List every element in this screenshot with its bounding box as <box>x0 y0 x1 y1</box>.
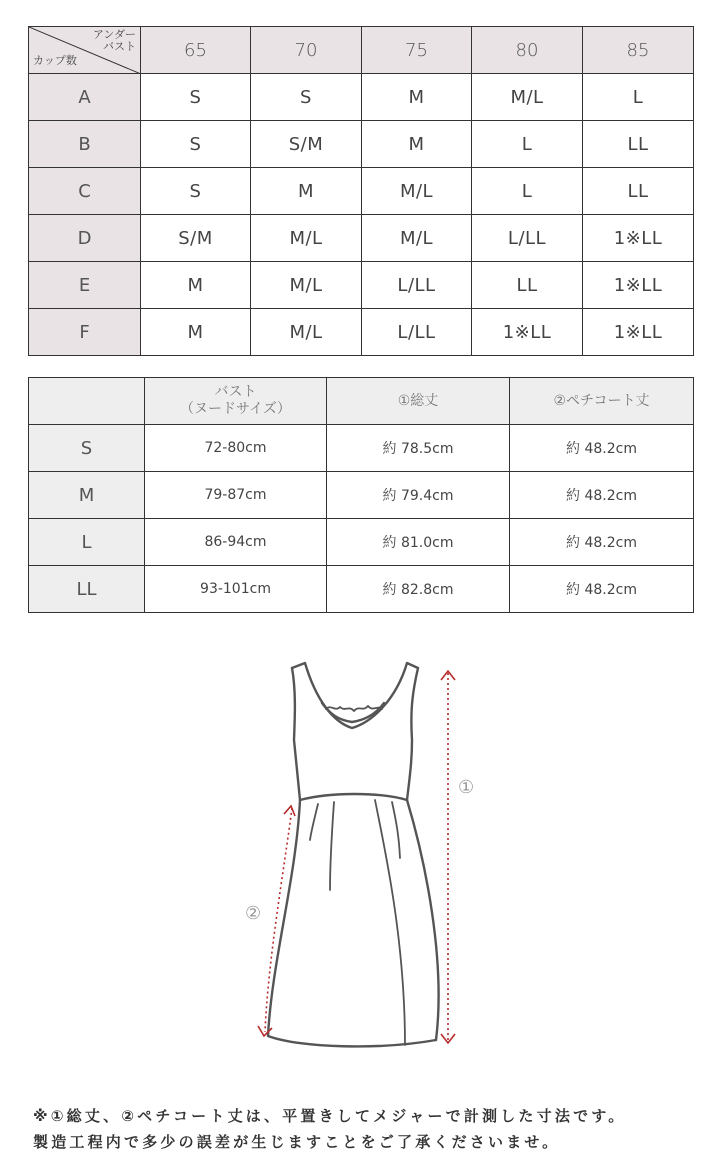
row-header: D <box>29 215 141 262</box>
column-header: 85 <box>583 27 694 74</box>
table-cell: 72-80cm <box>145 425 327 472</box>
table-cell: M/L <box>362 168 472 215</box>
measurement-note <box>33 1103 713 1155</box>
table-cell: S <box>141 121 251 168</box>
petticoat-length-marker: ② <box>245 903 262 924</box>
table-cell: 約 48.2cm <box>510 472 694 519</box>
table-cell: M <box>362 74 472 121</box>
table-cell: 約 48.2cm <box>510 566 694 613</box>
total-length-header: ①総丈 <box>327 378 510 425</box>
table-cell: L <box>583 74 694 121</box>
table-cell: L/LL <box>362 309 472 356</box>
table-cell: 86-94cm <box>145 519 327 566</box>
table-cell: 約 82.8cm <box>327 566 510 613</box>
measurement-header-row <box>29 378 694 425</box>
note-line: 製造工程内で多少の誤差が生じますことをご了承くださいませ。 <box>33 1133 561 1151</box>
row-header: A <box>29 74 141 121</box>
table-cell: LL <box>583 121 694 168</box>
table-cell: M/L <box>251 215 362 262</box>
table-cell: L <box>472 168 583 215</box>
empty-header-cell <box>29 378 145 425</box>
table-row <box>29 74 694 121</box>
column-header: 75 <box>362 27 472 74</box>
note-line: ※①総丈、②ペチコート丈は、平置きしてメジャーで計測した寸法です。 <box>33 1107 627 1125</box>
table-row <box>29 425 694 472</box>
table-cell: M/L <box>251 262 362 309</box>
table-cell: M <box>251 168 362 215</box>
table-cell: 約 79.4cm <box>327 472 510 519</box>
table-cell: M/L <box>362 215 472 262</box>
table-cell: S <box>141 168 251 215</box>
table-row <box>29 309 694 356</box>
measurement-table <box>28 377 694 613</box>
row-header: LL <box>29 566 145 613</box>
table-cell: M <box>141 262 251 309</box>
row-header: E <box>29 262 141 309</box>
table-cell: 1※LL <box>583 309 694 356</box>
table-cell: 約 48.2cm <box>510 519 694 566</box>
table-cell: 約 81.0cm <box>327 519 510 566</box>
under-bust-label: アンダー バスト <box>92 28 136 53</box>
column-header: 65 <box>141 27 251 74</box>
table-cell: 約 78.5cm <box>327 425 510 472</box>
petticoat-length-arrow <box>258 806 295 1036</box>
table-cell: 93-101cm <box>145 566 327 613</box>
table-cell: S <box>251 74 362 121</box>
table-cell: 79-87cm <box>145 472 327 519</box>
column-header: 70 <box>251 27 362 74</box>
table-row <box>29 168 694 215</box>
table-cell: M/L <box>251 309 362 356</box>
petticoat-length-header: ②ペチコート丈 <box>510 378 694 425</box>
dress-outline-icon <box>230 655 480 1055</box>
table-cell: L/LL <box>472 215 583 262</box>
row-header: L <box>29 519 145 566</box>
row-header: M <box>29 472 145 519</box>
table-cell: 1※LL <box>583 262 694 309</box>
total-length-marker: ① <box>458 777 475 798</box>
table-cell: LL <box>472 262 583 309</box>
table-cell: S/M <box>251 121 362 168</box>
table-cell: M <box>141 309 251 356</box>
table-cell: S/M <box>141 215 251 262</box>
table-row <box>29 519 694 566</box>
size-chart-table <box>28 26 694 356</box>
size-chart-header-row <box>29 27 694 74</box>
bust-header: バスト （ヌードサイズ） <box>145 378 327 425</box>
column-header: 80 <box>472 27 583 74</box>
row-header: B <box>29 121 141 168</box>
table-cell: L <box>472 121 583 168</box>
table-row <box>29 472 694 519</box>
table-cell: 1※LL <box>472 309 583 356</box>
cup-size-label: カップ数 <box>33 54 77 67</box>
row-header: F <box>29 309 141 356</box>
table-row <box>29 215 694 262</box>
table-cell: M <box>362 121 472 168</box>
total-length-arrow <box>441 671 455 1043</box>
table-cell: S <box>141 74 251 121</box>
table-cell: 1※LL <box>583 215 694 262</box>
row-header: S <box>29 425 145 472</box>
table-row <box>29 121 694 168</box>
table-cell: 約 48.2cm <box>510 425 694 472</box>
table-row <box>29 262 694 309</box>
table-cell: M/L <box>472 74 583 121</box>
table-cell: LL <box>583 168 694 215</box>
table-cell: L/LL <box>362 262 472 309</box>
size-chart-corner <box>29 27 141 74</box>
row-header: C <box>29 168 141 215</box>
table-row <box>29 566 694 613</box>
